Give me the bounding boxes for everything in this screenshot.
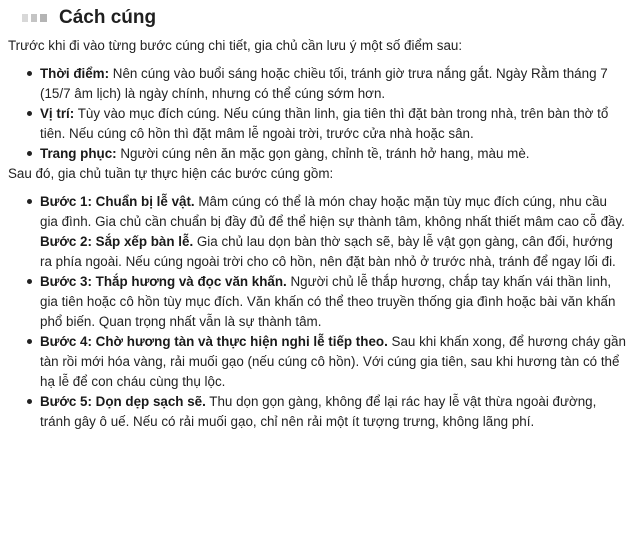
item-text: Người cúng nên ăn mặc gọn gàng, chỉnh tề, tránh hở hang, màu mè. [116, 146, 530, 161]
steps-intro-paragraph: Sau đó, gia chủ tuần tự thực hiện các bước cúng gồm: [8, 166, 334, 181]
item-label: Thời điểm: [40, 66, 110, 81]
bullet-icon [27, 339, 32, 344]
item-text: Nên cúng vào buổi sáng hoặc chiều tối, tránh giờ trưa nắng gắt. Ngày Rằm tháng 7 (15/7 âm lịch) là ngày chính, nhưng có thể cúng sớm hơn. [40, 66, 608, 101]
item-text: Tùy vào mục đích cúng. Nếu cúng thần linh, gia tiên thì đặt bàn trong nhà, trên bàn thờ tổ tiên. Nếu cúng cô hồn thì đặt mâm lễ ngoài trời, trước cửa nhà hoặc sân. [40, 106, 609, 141]
section-title: Cách cúng [59, 7, 157, 28]
bullet-icon [27, 199, 32, 204]
list-item [8, 192, 628, 232]
steps-list [8, 192, 628, 432]
bullet-icon [27, 111, 32, 116]
list-item [8, 104, 628, 144]
step-text: Sau khi khấn xong, để hương cháy gần tàn rồi mới hóa vàng, rải muối gạo (nếu cúng cô hồn). Với cúng gia tiên, sau khi hương tàn có thể hạ lễ để con cháu cùng thụ lộc. [40, 334, 626, 389]
list-item [8, 144, 628, 164]
bullet-icon [27, 279, 32, 284]
bullet-icon [27, 71, 32, 76]
step-text: Thu dọn gọn gàng, không để lại rác hay lễ vật thừa ngoài đường, tránh gây ô uế. Nếu có rải muối gạo, chỉ nên rải một ít tượng trưng, không lãng phí. [40, 394, 597, 429]
bullet-icon [27, 399, 32, 404]
list-item [8, 232, 628, 272]
intro-paragraph: Trước khi đi vào từng bước cúng chi tiết, gia chủ cần lưu ý một số điểm sau: [8, 38, 463, 53]
bullet-icon [27, 151, 32, 156]
item-label: Vị trí: [40, 106, 75, 121]
item-label: Trang phục: [40, 146, 117, 161]
step-label: Bước 2: Sắp xếp bàn lễ. [40, 234, 194, 249]
list-item [8, 64, 628, 104]
list-item [8, 272, 628, 332]
step-label: Bước 4: Chờ hương tàn và thực hiện nghi lễ tiếp theo. [40, 334, 388, 349]
list-item [8, 332, 628, 392]
list-item [8, 392, 628, 432]
step-label: Bước 5: Dọn dẹp sạch sẽ. [40, 394, 206, 409]
step-label: Bước 1: Chuẩn bị lễ vật. [40, 194, 195, 209]
step-text: Gia chủ lau dọn bàn thờ sạch sẽ, bày lễ vật gọn gàng, cân đối, hướng ra phía ngoài. Nếu cúng ngoài trời cho cô hồn, nên đặt bàn nhỏ ở trước nhà, tránh để ngay lối đi. [40, 234, 616, 269]
blurred-heading-marker [22, 14, 47, 22]
step-text: Người chủ lễ thắp hương, chắp tay khấn vái thần linh, gia tiên hoặc cô hồn tùy mục đích. Văn khấn có thể theo truyền thống gia đình hoặc bài văn khấn phổ biến. Quan trọng nhất vẫn là sự thành tâm. [40, 274, 616, 329]
step-label: Bước 3: Thắp hương và đọc văn khấn. [40, 274, 287, 289]
step-text: Mâm cúng có thể là món chay hoặc mặn tùy mục đích cúng, nhu cầu gia đình. Gia chủ cần chuẩn bị đầy đủ để thể hiện sự thành tâm, không nhất thiết mâm cao cỗ đầy. [40, 194, 625, 229]
considerations-list [8, 64, 628, 164]
section-header [8, 0, 628, 36]
